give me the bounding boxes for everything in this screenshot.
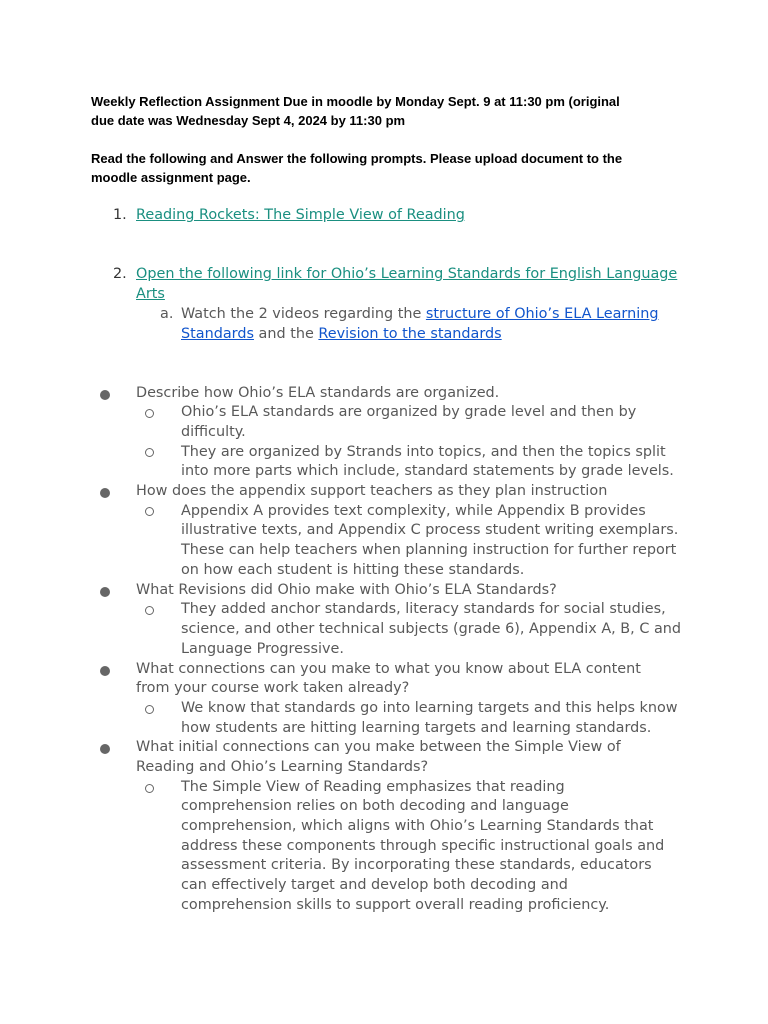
bullet-5 [100,744,110,754]
bullet-3 [100,587,110,597]
assignment-header [91,92,691,130]
instructions-line-2: moodle assignment page. [91,170,251,185]
structure-standards-link[interactable]: structure of Ohio’s ELA Learning [425,306,659,322]
sub-item-a-line-2 [181,325,502,345]
circle-bullet [145,705,154,714]
answer-line: Ohio’s ELA standards are organized by grade level and then by [181,404,637,420]
circle-bullet [145,409,154,418]
answer-line: science, and other technical subjects (grade 6), Appendix A, B, C and [181,621,682,637]
instructions-line-1: Read the following and Answer the following prompts. Please upload document to the [91,151,623,166]
circle-bullet [145,448,154,457]
header-line-2: due date was Wednesday Sept 4, 2024 by 11:30 pm [91,113,406,128]
bullet-4 [100,666,110,676]
list-number-1: 1. [113,207,127,223]
answer-line: difficulty. [181,424,246,440]
answer-line: We know that standards go into learning targets and this helps know [181,700,678,716]
answer-line: Language Progressive. [181,641,344,657]
answer-line: on how each student is hitting these standards. [181,562,525,578]
answer-line: can effectively target and develop both decoding and [181,877,568,893]
and-the-text: and the [253,326,319,342]
circle-bullet [145,507,154,516]
answer-line: illustrative texts, and Appendix C process student writing exemplars. [181,522,679,538]
question-2: How does the appendix support teachers as they plan instruction [136,483,608,499]
question-4-line-2: from your course work taken already? [136,680,410,696]
answer-line: address these components through specific instructional goals and [181,838,665,854]
answer-line: The Simple View of Reading emphasizes that reading [181,779,565,795]
answer-line: into more parts which include, standard statements by grade levels. [181,463,674,479]
answer-line: These can help teachers when planning instruction for further report [181,542,677,558]
answer-line: how students are hitting learning targets and learning standards. [181,720,652,736]
answer-line: comprehension relies on both decoding and language [181,798,569,814]
circle-bullet [145,784,154,793]
instructions [91,149,691,187]
ohio-standards-link-line-1[interactable]: Open the following link for Ohio’s Learning Standards for English Language [136,266,678,282]
bullet-2 [100,488,110,498]
question-1: Describe how Ohio’s ELA standards are organized. [136,385,500,401]
header-line-1: Weekly Reflection Assignment Due in moodle by Monday Sept. 9 at 11:30 pm (original [91,94,620,109]
answer-line: Appendix A provides text complexity, while Appendix B provides [181,503,646,519]
answer-line: comprehension, which aligns with Ohio’s Learning Standards that [181,818,654,834]
sub-list-marker-a: a. [160,306,174,322]
answer-line: They added anchor standards, literacy standards for social studies, [181,601,666,617]
question-4-line-1: What connections can you make to what you know about ELA content [136,661,641,677]
sub-item-a-line-1 [181,305,658,325]
structure-standards-link-cont[interactable]: Standards [181,326,254,342]
list-number-2: 2. [113,266,127,282]
question-3: What Revisions did Ohio make with Ohio’s ELA Standards? [136,582,557,598]
question-5-line-1: What initial connections can you make between the Simple View of [136,739,621,755]
question-5-line-2: Reading and Ohio’s Learning Standards? [136,759,429,775]
circle-bullet [145,606,154,615]
reading-rockets-link[interactable]: Reading Rockets: The Simple View of Reading [136,207,465,223]
answer-line: assessment criteria. By incorporating these standards, educators [181,857,652,873]
bullet-1 [100,390,110,400]
revision-standards-link[interactable]: Revision to the standards [318,326,502,342]
ohio-standards-link-line-2[interactable]: Arts [136,286,165,302]
answer-line: They are organized by Strands into topics, and then the topics split [181,444,666,460]
answer-line: comprehension skills to support overall reading proficiency. [181,897,610,913]
watch-videos-text: Watch the 2 videos regarding the [181,306,426,322]
